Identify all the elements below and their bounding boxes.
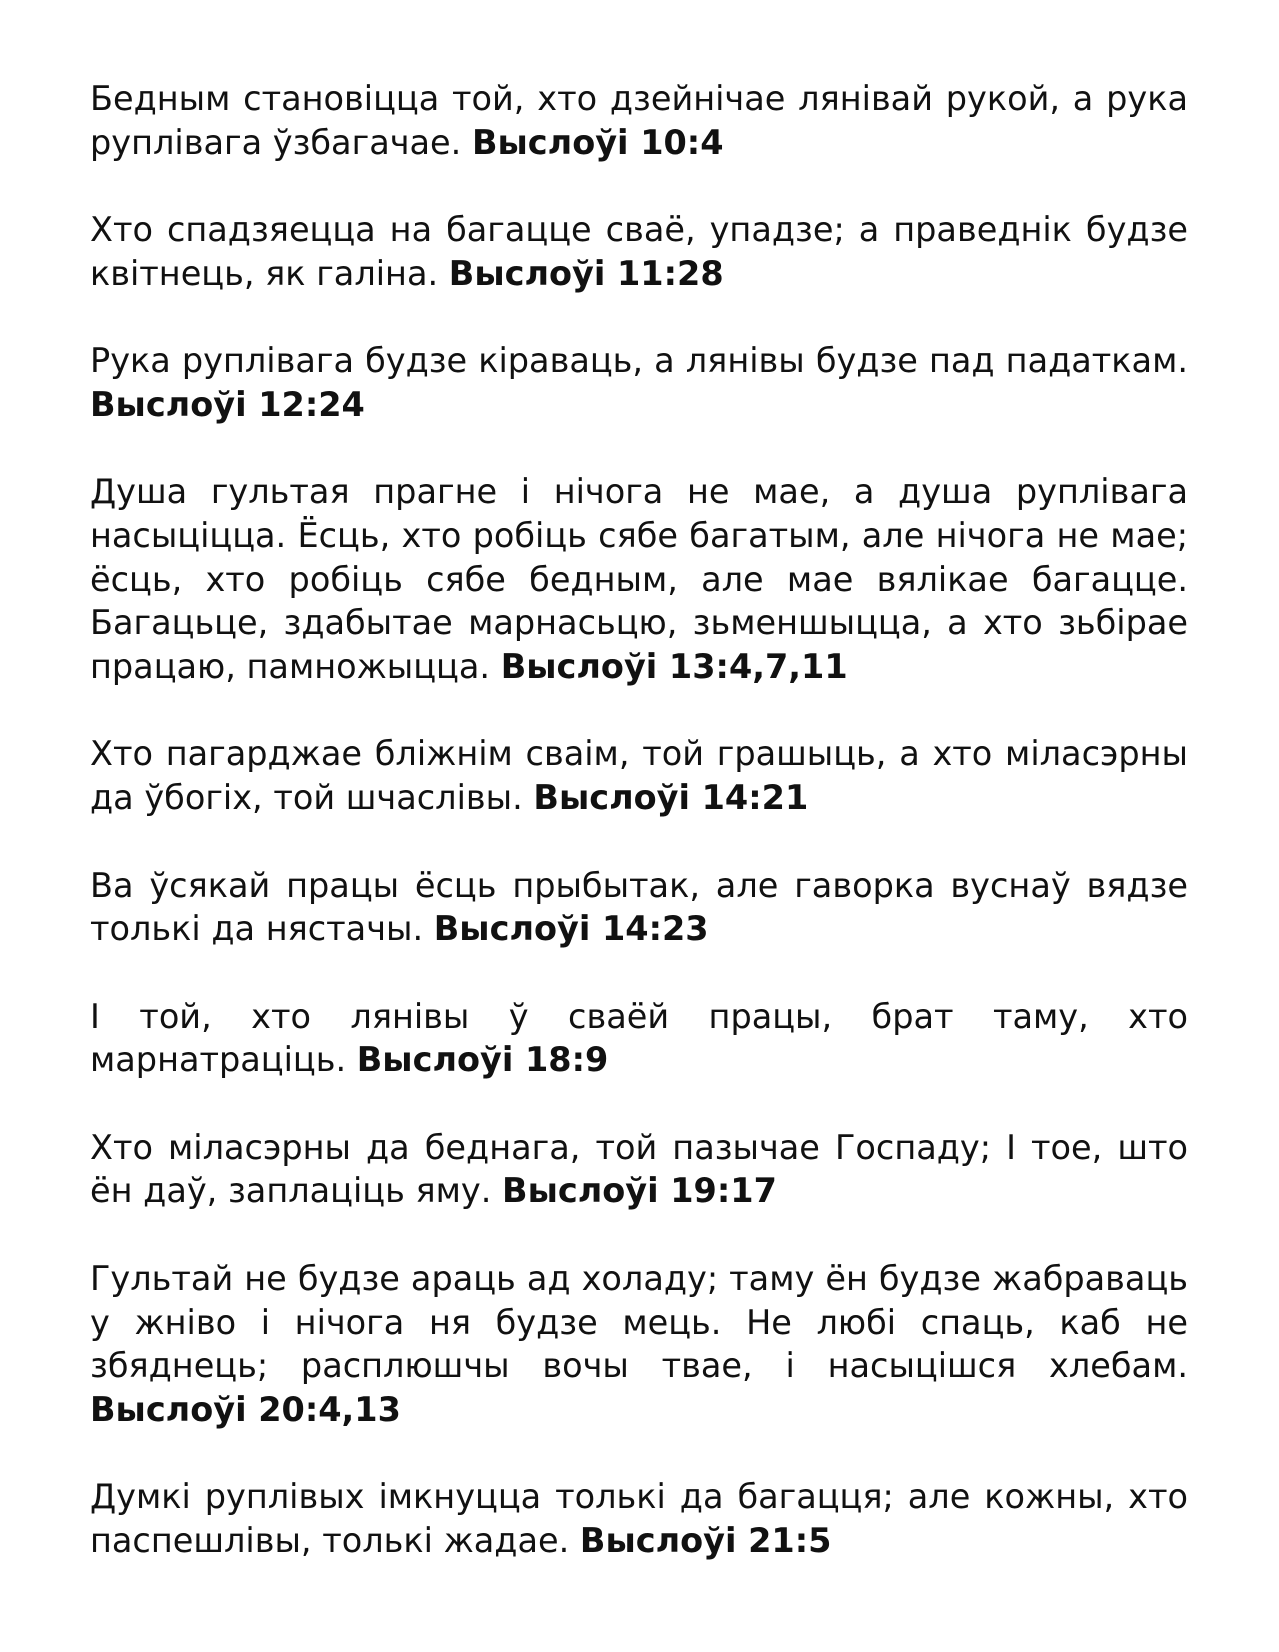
verse-reference: Выслоўі 19:17: [502, 1171, 777, 1211]
verse-text: І той, хто лянівы ў сваёй працы, брат таму, хто марнатраціць.: [90, 996, 1188, 1080]
document-page: [90, 77, 1188, 1606]
verse-text: Гультай не будзе араць ад холаду; таму ён будзе жабраваць у жніво і нічога ня будзе мець. Не любі спаць, каб не збяднець; расплюшчы вочы твае, і насыцішся хлебам.: [90, 1258, 1188, 1386]
verse-reference: Выслоўі 18:9: [356, 1040, 609, 1080]
verse-paragraph: [90, 732, 1188, 819]
verse-paragraph: [90, 339, 1188, 426]
verse-paragraph: [90, 1475, 1188, 1562]
verse-text: Ва ўсякай працы ёсць прыбытак, але гаворка вуснаў вядзе толькі да нястачы.: [90, 865, 1188, 949]
verse-reference: Выслоўі 21:5: [579, 1521, 832, 1561]
verse-paragraph: [90, 470, 1188, 689]
verse-reference: Выслоўі 20:4,13: [90, 1389, 401, 1429]
verse-reference: Выслоўі 10:4: [471, 122, 724, 162]
verse-reference: Выслоўі 11:28: [448, 253, 724, 293]
verse-text: Хто пагарджае бліжнім сваім, той грашыць, а хто міласэрны да ўбогіх, той шчаслівы.: [90, 734, 1188, 818]
verse-reference: Выслоўі 14:23: [433, 909, 709, 949]
verse-paragraph: [90, 995, 1188, 1082]
verse-text: Рука руплівага будзе кіраваць, а лянівы будзе пад падаткам.: [90, 341, 1188, 381]
verse-text: Хто міласэрны да беднага, той пазычае Госпаду; І тое, што ён даў, заплаціць яму.: [90, 1127, 1188, 1211]
verse-text: Бедным становіцца той, хто дзейнічае лянівай рукой, а рука руплівага ўзбагачае.: [90, 79, 1188, 162]
verse-paragraph: [90, 1126, 1188, 1213]
verse-reference: Выслоўі 12:24: [90, 384, 365, 424]
verse-paragraph: [90, 864, 1188, 951]
verse-reference: Выслоўі 13:4,7,11: [500, 647, 848, 687]
verse-reference: Выслоўі 14:21: [533, 778, 809, 818]
verse-text: Думкі руплівых імкнуцца толькі да багацця; але кожны, хто паспешлівы, толькі жадае.: [90, 1477, 1188, 1561]
verse-text: Хто спадзяецца на багацце сваё, упадзе; а праведнік будзе квітнець, як галіна.: [90, 210, 1188, 293]
verse-paragraph: [90, 208, 1188, 295]
verse-paragraph: [90, 1257, 1188, 1432]
verse-text: Душа гультая прагне і нічога не мае, а душа руплівага насыціцца. Ёсць, хто робіць сябе багатым, але нічога не мае; ёсць, хто робіць сябе бедным, але мае вялікае багацце. Багацьце, здабытае марнасьцю, зьменшыцца, а хто зьбірае працаю, памножыцца.: [90, 472, 1188, 687]
verse-paragraph: [90, 77, 1188, 164]
